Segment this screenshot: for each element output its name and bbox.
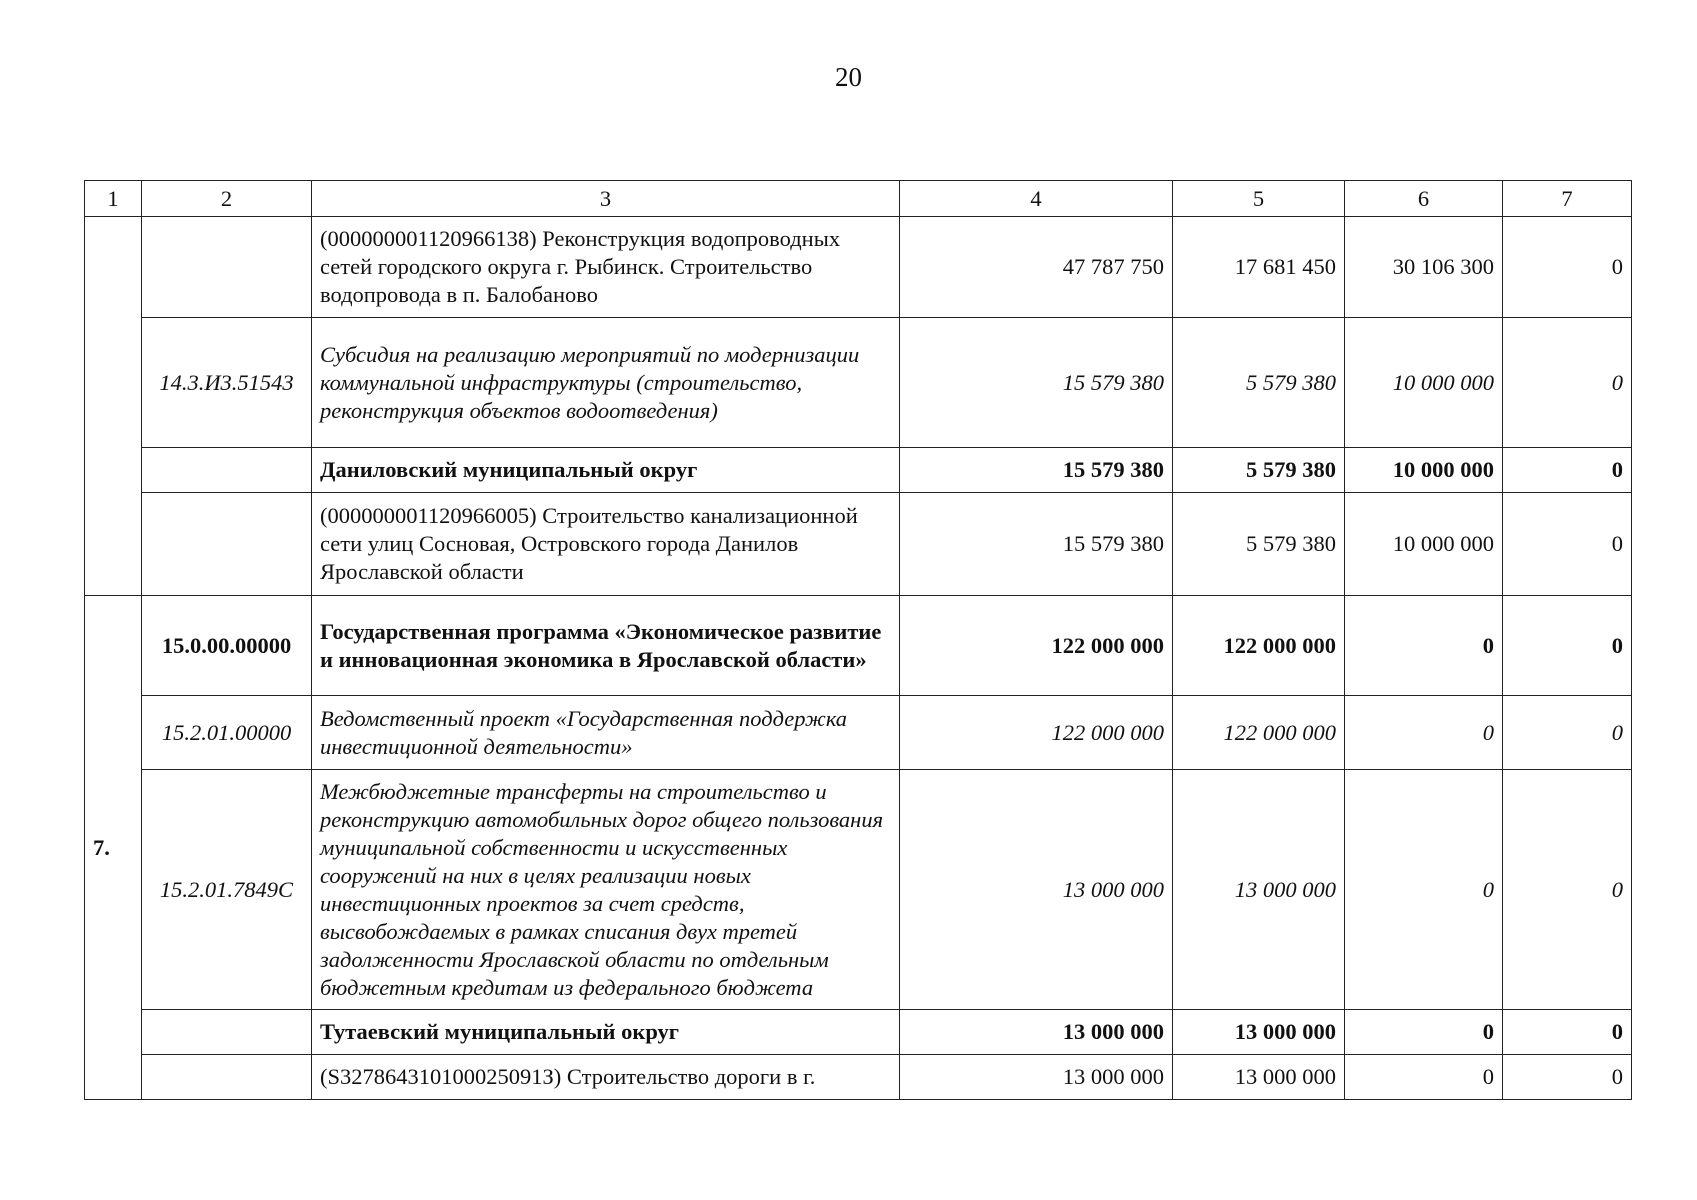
amount-col5: 13 000 000 (1173, 1010, 1345, 1055)
amount-col5: 13 000 000 (1173, 770, 1345, 1010)
code-cell: 14.3.И3.51543 (142, 318, 312, 448)
amount-col5: 122 000 000 (1173, 696, 1345, 770)
code-cell (142, 493, 312, 596)
table-row (85, 770, 1632, 1010)
amount-col7: 0 (1503, 1055, 1632, 1100)
amount-col6: 0 (1345, 770, 1503, 1010)
description-cell: (000000001120966005) Строительство канализационной сети улиц Сосновая, Островского города Данилов Ярославской области (312, 493, 900, 596)
description-cell: Межбюджетные трансферты на строительство и реконструкцию автомобильных дорог общего пользования муниципальной собственности и искусственных сооружений на них в целях реализации новых инвестиционных проектов за счет средств, высвобождаемых в рамках списания двух третей задолженности Ярославской области по отдельным бюджетным кредитам из федерального бюджета (312, 770, 900, 1010)
amount-col5: 5 579 380 (1173, 448, 1345, 493)
page-number: 20 (835, 62, 862, 92)
table-row (85, 217, 1632, 318)
amount-col5: 5 579 380 (1173, 318, 1345, 448)
description-cell: Субсидия на реализацию мероприятий по модернизации коммунальной инфраструктуры (строительство, реконструкция объектов водоотведения) (312, 318, 900, 448)
amount-col6: 0 (1345, 1055, 1503, 1100)
amount-col4: 13 000 000 (900, 770, 1173, 1010)
amount-col7: 0 (1503, 1010, 1632, 1055)
description-cell: Тутаевский муниципальный округ (312, 1010, 900, 1055)
amount-col6: 10 000 000 (1345, 318, 1503, 448)
amount-col4: 47 787 750 (900, 217, 1173, 318)
code-cell (142, 217, 312, 318)
description-cell: (000000001120966138) Реконструкция водопроводных сетей городского округа г. Рыбинск. Строительство водопровода в п. Балобаново (312, 217, 900, 318)
table-row (85, 696, 1632, 770)
col-header-2: 2 (142, 181, 312, 217)
col-header-6: 6 (1345, 181, 1503, 217)
amount-col6: 10 000 000 (1345, 448, 1503, 493)
amount-col4: 15 579 380 (900, 448, 1173, 493)
table-row (85, 318, 1632, 448)
amount-col4: 122 000 000 (900, 596, 1173, 696)
table-row (85, 1055, 1632, 1100)
budget-table (84, 180, 1632, 1100)
amount-col7: 0 (1503, 770, 1632, 1010)
amount-col5: 5 579 380 (1173, 493, 1345, 596)
table-row (85, 596, 1632, 696)
amount-col4: 15 579 380 (900, 493, 1173, 596)
amount-col6: 0 (1345, 696, 1503, 770)
amount-col5: 13 000 000 (1173, 1055, 1345, 1100)
amount-col5: 17 681 450 (1173, 217, 1345, 318)
code-cell: 15.0.00.00000 (142, 596, 312, 696)
col-header-4: 4 (900, 181, 1173, 217)
description-cell: Государственная программа «Экономическое развитие и инновационная экономика в Ярославской области» (312, 596, 900, 696)
code-cell (142, 1055, 312, 1100)
amount-col7: 0 (1503, 596, 1632, 696)
table-row (85, 1010, 1632, 1055)
amount-col7: 0 (1503, 217, 1632, 318)
amount-col6: 0 (1345, 596, 1503, 696)
row-number-cell: 7. (85, 596, 142, 1100)
amount-col4: 122 000 000 (900, 696, 1173, 770)
amount-col4: 13 000 000 (900, 1055, 1173, 1100)
amount-col6: 30 106 300 (1345, 217, 1503, 318)
col-header-1: 1 (85, 181, 142, 217)
code-cell: 15.2.01.00000 (142, 696, 312, 770)
col-header-7: 7 (1503, 181, 1632, 217)
description-cell: Ведомственный проект «Государственная поддержка инвестиционной деятельности» (312, 696, 900, 770)
description-cell: (S327864310100025091З) Строительство дороги в г. (312, 1055, 900, 1100)
amount-col6: 10 000 000 (1345, 493, 1503, 596)
col-header-5: 5 (1173, 181, 1345, 217)
table-header-row (85, 181, 1632, 217)
amount-col5: 122 000 000 (1173, 596, 1345, 696)
code-cell (142, 1010, 312, 1055)
amount-col4: 13 000 000 (900, 1010, 1173, 1055)
description-cell: Даниловский муниципальный округ (312, 448, 900, 493)
amount-col7: 0 (1503, 696, 1632, 770)
col-header-3: 3 (312, 181, 900, 217)
table-row (85, 493, 1632, 596)
table-row (85, 448, 1632, 493)
row-number-cell (85, 217, 142, 596)
amount-col7: 0 (1503, 448, 1632, 493)
code-cell (142, 448, 312, 493)
amount-col6: 0 (1345, 1010, 1503, 1055)
code-cell: 15.2.01.7849C (142, 770, 312, 1010)
amount-col4: 15 579 380 (900, 318, 1173, 448)
amount-col7: 0 (1503, 493, 1632, 596)
amount-col7: 0 (1503, 318, 1632, 448)
